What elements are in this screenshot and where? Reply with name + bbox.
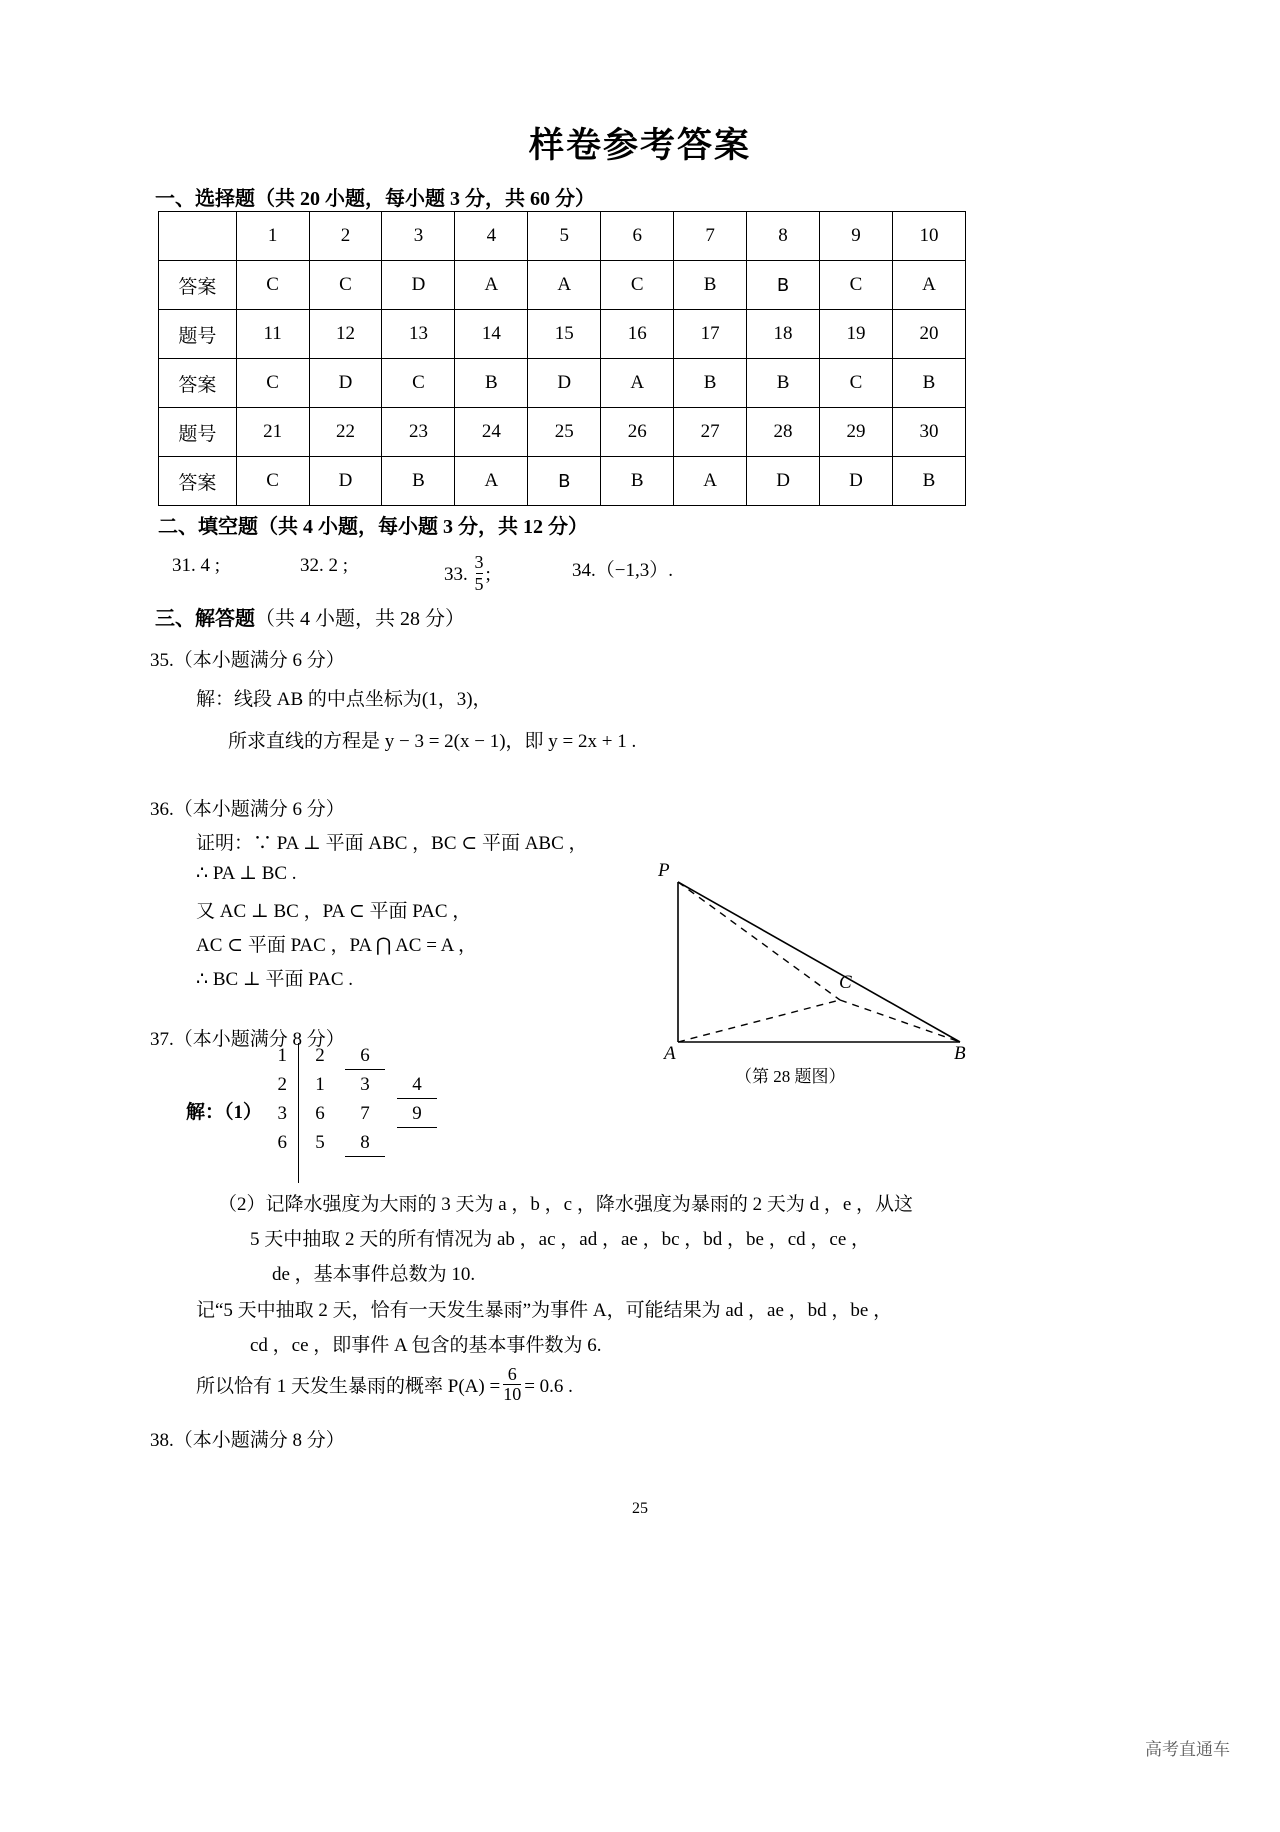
table-cell: 10	[892, 212, 965, 261]
probability-expression: P(A) =	[447, 1375, 501, 1397]
figure-caption: （第 28 题图）	[735, 1067, 846, 1086]
blank-33-tail: ;	[485, 563, 491, 585]
leaf-value: 6	[315, 1103, 325, 1124]
question-37-part2-line-1: （2）记降水强度为大雨的 3 天为 a ，b ，c ，降水强度为暴雨的 2 天为 d ，e ，从这	[218, 1194, 914, 1215]
table-cell: A	[674, 457, 747, 506]
table-cell: 12	[309, 310, 382, 359]
table-cell: 13	[382, 310, 455, 359]
figure-label-P: P	[658, 860, 670, 881]
page-title: 样卷参考答案	[528, 126, 751, 166]
question-36-header: 36.（本小题满分 6 分）	[150, 799, 345, 820]
table-cell: 8	[747, 212, 820, 261]
table-cell: D	[309, 359, 382, 408]
table-row	[159, 408, 966, 457]
table-cell: B	[674, 261, 747, 310]
table-row	[159, 359, 966, 408]
row-label: 题号	[159, 408, 237, 457]
fraction-denominator: 10	[503, 1383, 522, 1404]
table-row	[159, 457, 966, 506]
row-label: 答案	[159, 359, 237, 408]
watermark: 高考直通车	[1145, 1740, 1230, 1760]
leaf-value: 3	[360, 1074, 370, 1095]
question-37-solve-label: 解：（1）	[186, 1102, 263, 1123]
table-cell: 17	[674, 310, 747, 359]
question-36-line-2: ∴ PA ⊥ BC .	[196, 863, 297, 884]
leaf-value: 9	[412, 1103, 422, 1124]
edge-PC	[678, 882, 840, 1000]
table-row	[159, 212, 966, 261]
page-number: 25	[632, 1500, 648, 1517]
question-35-line-1: 解：线段 AB 的中点坐标为(1，3)，	[196, 689, 492, 710]
leaf-underline	[397, 1127, 437, 1128]
question-38-header: 38.（本小题满分 8 分）	[150, 1430, 345, 1451]
section-heading-fill-in-blank: 二、填空题（共 4 小题，每小题 3 分，共 12 分）	[158, 516, 588, 538]
table-cell: A	[601, 359, 674, 408]
blank-answer-32: 32. 2 ;	[300, 555, 349, 576]
row-label: 答案	[159, 457, 237, 506]
table-cell: A	[528, 261, 601, 310]
table-cell: 16	[601, 310, 674, 359]
table-cell: B	[455, 359, 528, 408]
table-cell: 5	[528, 212, 601, 261]
leaf-value: 4	[412, 1074, 422, 1095]
question-36-line-3: 又 AC ⊥ BC ，PA ⊂ 平面 PAC ，	[196, 901, 472, 922]
edge-CB	[840, 1000, 960, 1042]
figure-label-A: A	[664, 1043, 676, 1064]
table-cell: D	[747, 457, 820, 506]
probability-result: = 0.6 .	[524, 1375, 573, 1397]
table-cell: 28	[747, 408, 820, 457]
table-cell: 3	[382, 212, 455, 261]
table-cell: C	[820, 359, 893, 408]
blank-answer-33	[444, 552, 491, 596]
multiple-choice-answer-table	[158, 211, 966, 506]
section3-light-part: （共 4 小题，共 28 分）	[255, 608, 465, 630]
leaf-value: 1	[315, 1074, 325, 1095]
section-heading-multiple-choice: 一、选择题（共 20 小题，每小题 3 分，共 60 分）	[155, 188, 595, 210]
table-cell: 1	[236, 212, 309, 261]
question-37-part2-line-4: 记“5 天中抽取 2 天，恰有一天发生暴雨”为事件 A，可能结果为 ad ，ae ，bd ，be ，	[196, 1300, 893, 1321]
table-cell: A	[455, 457, 528, 506]
question-37-part2-line-5: cd ，ce ，即事件 A 包含的基本事件数为 6.	[250, 1335, 602, 1356]
table-cell: 2	[309, 212, 382, 261]
question-36-line-5: ∴ BC ⊥ 平面 PAC .	[196, 969, 354, 990]
blank-answer-31: 31. 4 ;	[172, 555, 221, 576]
question-36-line-1: 证明：∵ PA ⊥ 平面 ABC ，BC ⊂ 平面 ABC ，	[196, 833, 588, 854]
section3-bold-part: 三、解答题	[155, 608, 255, 630]
stem-value: 1	[277, 1045, 287, 1066]
table-cell: 7	[674, 212, 747, 261]
table-cell: C	[236, 359, 309, 408]
stem-value: 3	[277, 1103, 287, 1124]
table-cell: A	[892, 261, 965, 310]
fraction-numerator: 6	[507, 1364, 517, 1384]
figure-label-B: B	[954, 1043, 966, 1064]
table-cell: B	[747, 261, 820, 310]
question-35-header: 35.（本小题满分 6 分）	[150, 650, 345, 671]
leaf-value: 5	[315, 1132, 325, 1153]
table-cell: 25	[528, 408, 601, 457]
leaf-underline	[345, 1156, 385, 1157]
fraction-denominator: 5	[474, 573, 484, 594]
table-cell: 22	[309, 408, 382, 457]
stem-leaf-divider	[298, 1043, 299, 1183]
table-cell: D	[309, 457, 382, 506]
table-cell: 6	[601, 212, 674, 261]
leaf-underline	[345, 1069, 385, 1070]
table-cell: 24	[455, 408, 528, 457]
table-cell: 20	[892, 310, 965, 359]
stem-value: 6	[277, 1132, 287, 1153]
table-cell: 11	[236, 310, 309, 359]
fraction-six-tenths	[503, 1365, 521, 1404]
table-cell: B	[674, 359, 747, 408]
table-cell: C	[309, 261, 382, 310]
table-cell: 29	[820, 408, 893, 457]
edge-AC	[678, 1000, 840, 1042]
table-row	[159, 261, 966, 310]
table-cell: C	[601, 261, 674, 310]
table-cell: B	[747, 359, 820, 408]
table-cell: 30	[892, 408, 965, 457]
table-cell: 27	[674, 408, 747, 457]
table-cell: B	[601, 457, 674, 506]
table-cell: B	[892, 359, 965, 408]
question-37-header: 37.（本小题满分 8 分）	[150, 1029, 345, 1050]
table-row	[159, 310, 966, 359]
tetrahedron-svg	[640, 860, 1010, 1070]
leaf-underline	[397, 1098, 437, 1099]
fraction-numerator: 3	[474, 552, 484, 572]
table-cell: 19	[820, 310, 893, 359]
figure-label-C: C	[839, 972, 852, 993]
question-35-line-2: 所求直线的方程是 y − 3 = 2(x − 1)，即 y = 2x + 1 .	[228, 731, 637, 752]
question-37-part2-line-2: 5 天中抽取 2 天的所有情况为 ab ，ac ，ad ，ae ，bc ，bd ，be ，cd ，ce ，	[250, 1229, 871, 1250]
table-cell: 15	[528, 310, 601, 359]
question-37-part2-line-3: de ，基本事件总数为 10.	[272, 1264, 476, 1285]
table-cell: 26	[601, 408, 674, 457]
table-cell: C	[236, 457, 309, 506]
table-cell: D	[820, 457, 893, 506]
row-label: 题号	[159, 310, 237, 359]
table-cell: 21	[236, 408, 309, 457]
row-label: 答案	[159, 261, 237, 310]
edge-PB	[678, 882, 960, 1042]
leaf-value: 6	[360, 1045, 370, 1066]
table-cell: B	[382, 457, 455, 506]
question-36-line-4: AC ⊂ 平面 PAC ，PA ⋂ AC = A ，	[196, 935, 478, 956]
table-cell: C	[236, 261, 309, 310]
probability-prefix: 所以恰有 1 天发生暴雨的概率	[196, 1375, 444, 1397]
fraction-three-fifths	[475, 553, 484, 594]
table-cell: D	[528, 359, 601, 408]
blank-answer-34: 34.（−1,3）.	[572, 560, 673, 581]
table-cell: 18	[747, 310, 820, 359]
table-cell: A	[455, 261, 528, 310]
section-heading-solution	[155, 602, 465, 631]
leaf-value: 7	[360, 1103, 370, 1124]
table-cell: C	[820, 261, 893, 310]
table-cell: 9	[820, 212, 893, 261]
leaf-value: 2	[315, 1045, 325, 1066]
question-37-probability-line	[196, 1364, 573, 1407]
table-cell: B	[892, 457, 965, 506]
table-cell: B	[528, 457, 601, 506]
stem-value: 2	[277, 1074, 287, 1095]
blank-33-label: 33.	[444, 563, 468, 585]
table-cell: 23	[382, 408, 455, 457]
table-cell: 14	[455, 310, 528, 359]
table-cell: D	[382, 261, 455, 310]
table-cell: C	[382, 359, 455, 408]
row-label	[159, 212, 237, 261]
table-cell: 4	[455, 212, 528, 261]
leaf-value: 8	[360, 1132, 370, 1153]
